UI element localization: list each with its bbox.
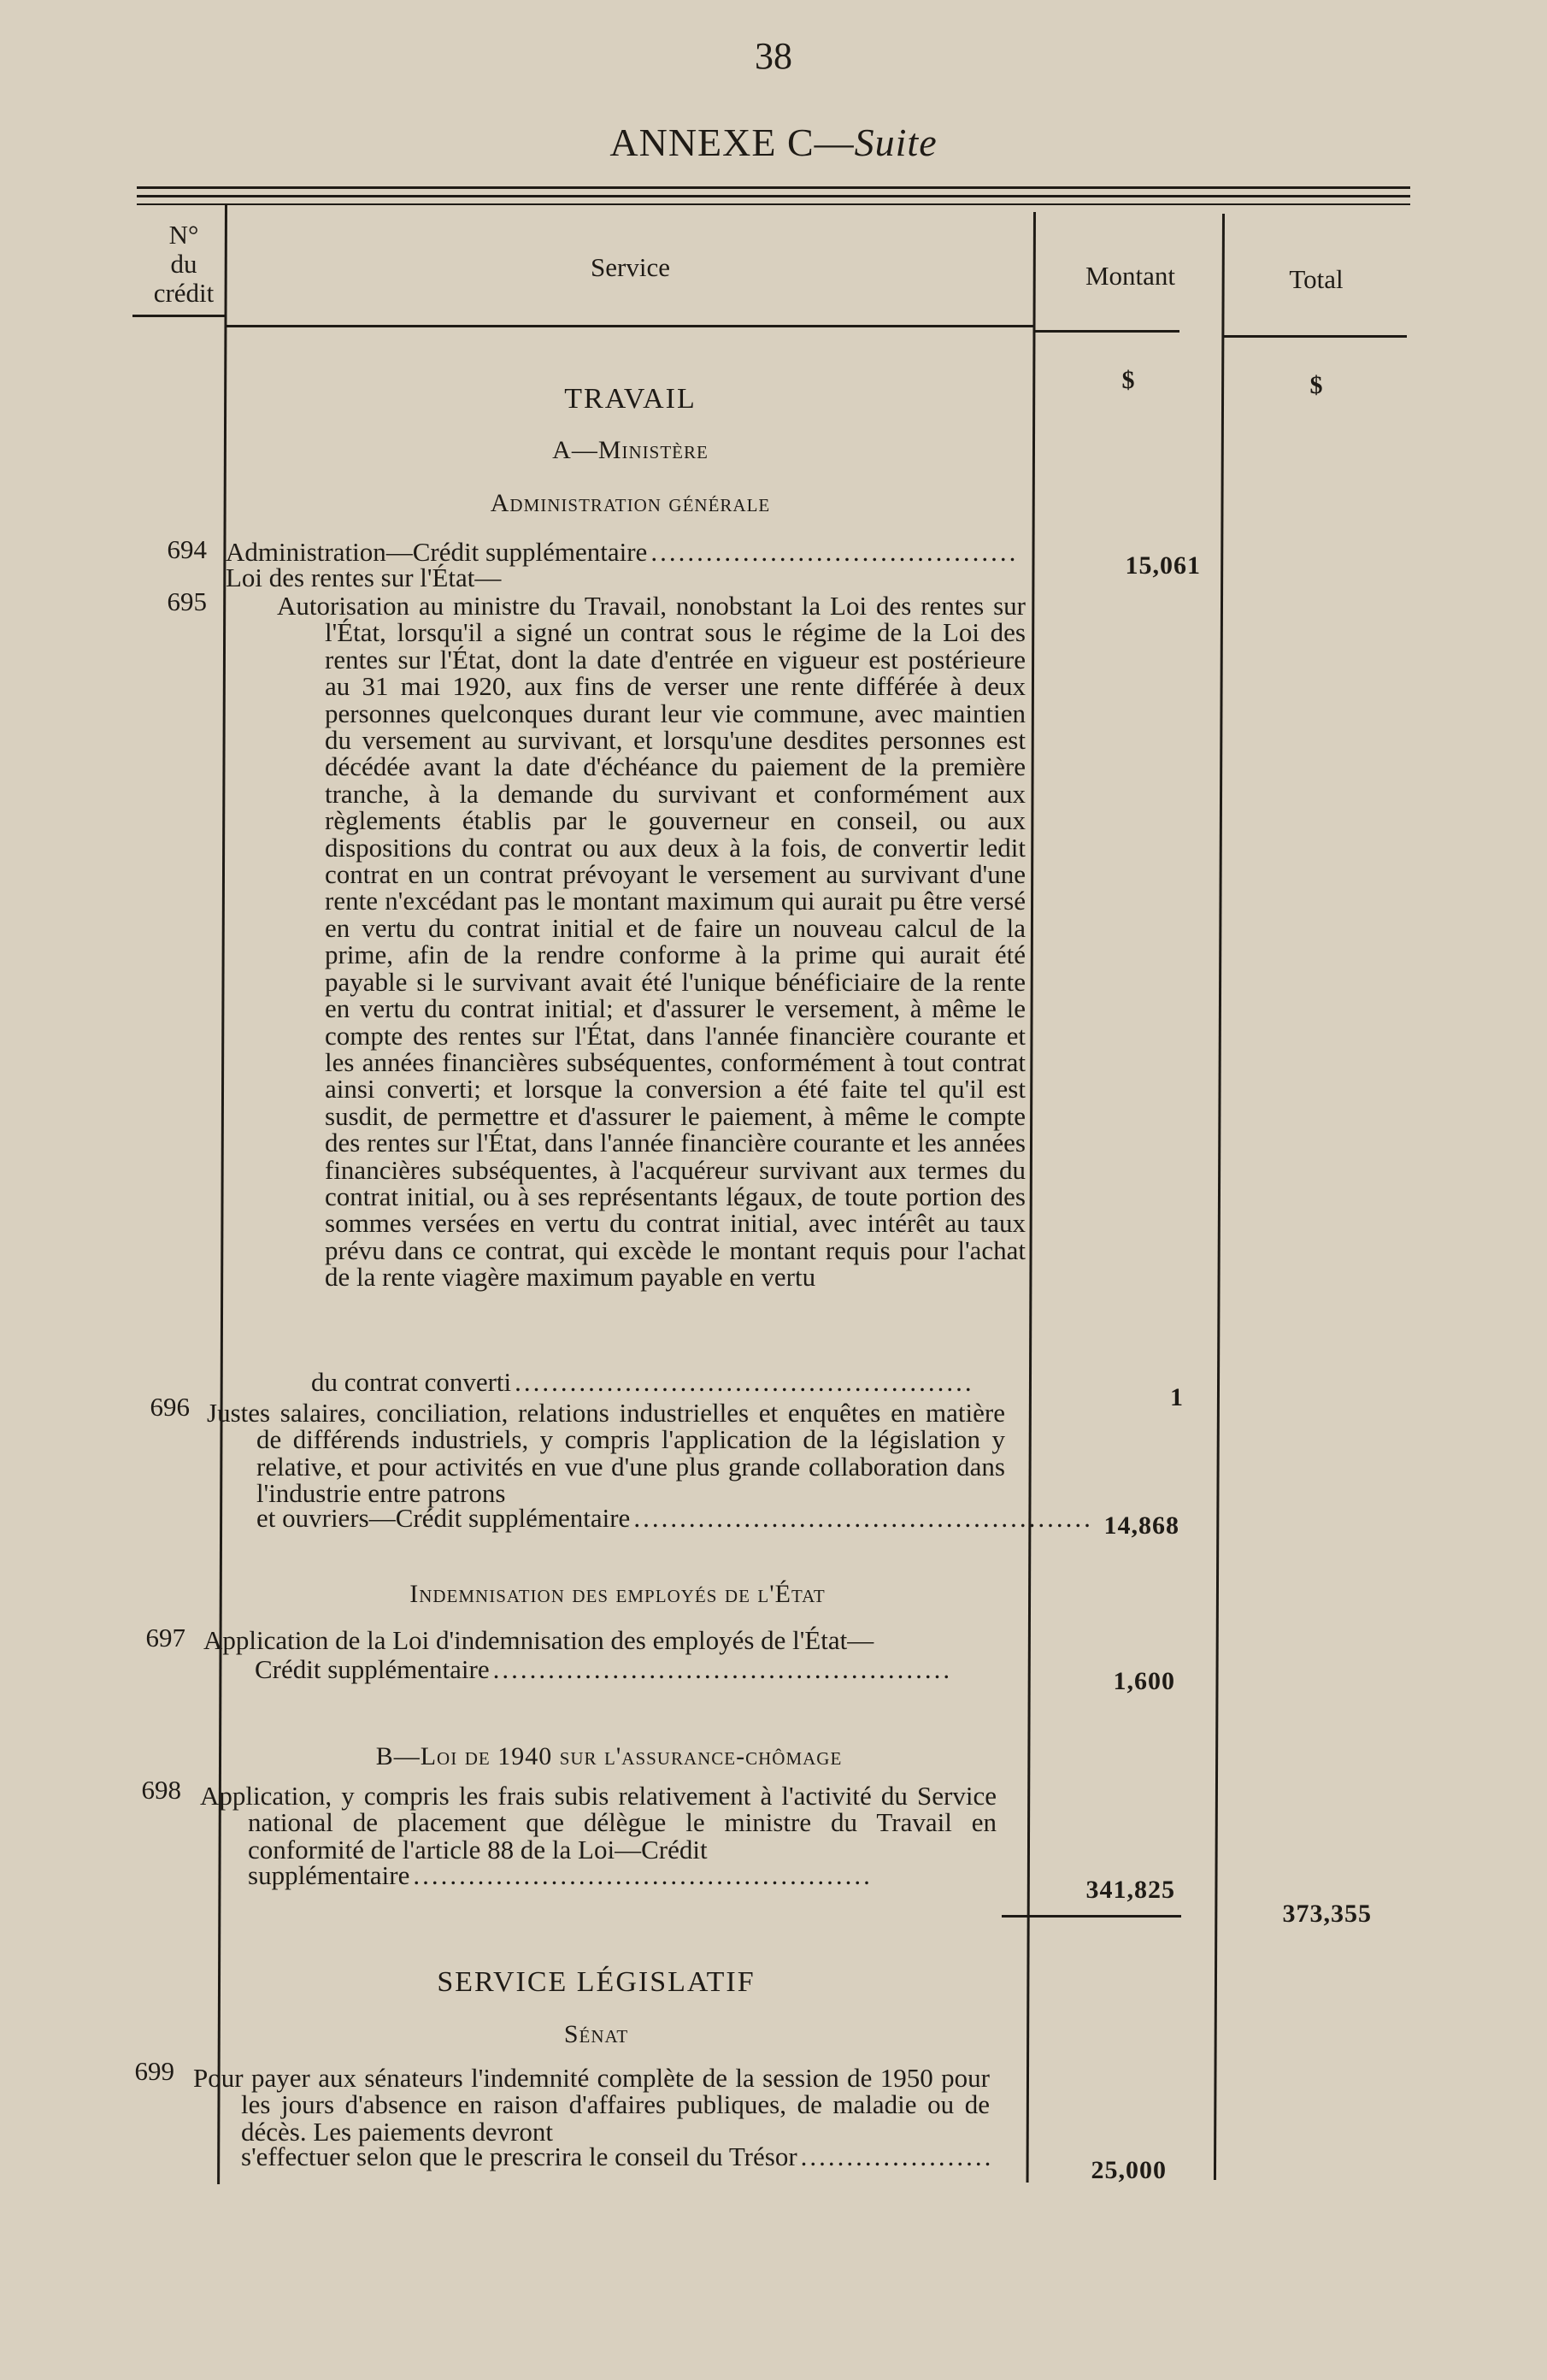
item-694-label: Administration—Crédit supplémentaire <box>226 537 648 567</box>
amount-699: 25,000 <box>1091 2156 1167 2184</box>
subtotal-rule <box>1002 1915 1181 1918</box>
credit-header <box>128 221 239 308</box>
page-number: 38 <box>755 35 792 77</box>
item-699-last-line <box>241 2141 994 2171</box>
annex-title <box>0 120 1547 165</box>
annex-title-suffix: Suite <box>854 121 938 164</box>
item-698-last: supplémentaire <box>248 1860 410 1890</box>
loi-rentes-heading: Loi des rentes sur l'État— <box>226 563 502 592</box>
credit-number-698: 698 <box>141 1775 181 1805</box>
item-697-text: Application de la Loi d'indemnisation des employés de l'État— <box>203 1625 874 1655</box>
item-695-last-line <box>311 1369 1003 1396</box>
item-696-last: et ouvriers—Crédit supplémentaire <box>256 1503 631 1533</box>
item-696-body: Justes salaires, conciliation, relations industrielles et enquêtes en matière de différends industriels, y compris l'application de la législation y relative, et pour activités en vue d'une plus grande collaboration dans l'industrie entre patrons <box>207 1398 1005 1509</box>
credit-number-697: 697 <box>145 1623 185 1652</box>
item-695-last: du contrat converti <box>311 1367 512 1397</box>
section-chomage: B—Loi de 1940 sur l'assurance-chômage <box>375 1742 843 1770</box>
credit-header-line2: du <box>170 249 197 279</box>
top-rule-1 <box>137 186 1410 189</box>
section-senat: Sénat <box>563 2020 629 2048</box>
leader-dots: ..................... <box>800 2141 994 2171</box>
item-698-last-line <box>248 1862 993 1889</box>
header-rule-service <box>226 325 1034 327</box>
section-ministere: A—Ministère <box>552 436 709 464</box>
section-travail: TRAVAIL <box>564 383 697 415</box>
annex-title-main: ANNEXE C— <box>609 121 855 164</box>
item-699-body: Pour payer aux sénateurs l'indemnité complète de la session de 1950 pour les jours d'absence en raison d'affaires publiques, de maladie ou de décès. Les paiements devront <box>193 2063 990 2147</box>
item-699-text <box>193 2063 990 2147</box>
leader-dots: .................................................. <box>515 1367 974 1397</box>
amount-698: 341,825 <box>1085 1876 1175 1904</box>
item-697-last: Crédit supplémentaire <box>255 1654 490 1684</box>
credit-header-line3: crédit <box>153 278 215 308</box>
credit-number-696: 696 <box>150 1392 190 1422</box>
amount-696: 14,868 <box>1103 1511 1179 1540</box>
header-rule-montant <box>1034 330 1179 333</box>
item-698-body: Application, y compris les frais subis relativement à l'activité du Service national de placement que délègue le ministre du Travail en conformité de l'article 88 de la Loi—Crédit <box>200 1781 997 1865</box>
service-header: Service <box>591 252 670 282</box>
amount-694: 15,061 <box>1125 551 1201 580</box>
top-rule-3 <box>137 203 1410 205</box>
total-travail: 373,355 <box>1282 1900 1372 1928</box>
leader-dots: .................................................. <box>492 1654 953 1684</box>
item-698-text <box>200 1781 997 1865</box>
item-695-text <box>277 591 1026 1293</box>
credit-number-699: 699 <box>134 2056 174 2086</box>
credit-number-695: 695 <box>167 586 207 616</box>
item-697-last-line <box>255 1656 1000 1683</box>
leader-dots: .................................................. <box>633 1503 1093 1533</box>
item-694-text <box>226 539 1021 566</box>
item-696-last-line <box>256 1503 1093 1533</box>
credit-header-line1: N° <box>168 220 199 250</box>
leader-dots: ........................................ <box>650 537 1019 567</box>
top-rule-2 <box>137 195 1410 197</box>
montant-header: Montant <box>1085 261 1176 291</box>
header-rule-credit <box>132 315 226 317</box>
item-695-body: Autorisation au ministre du Travail, nonobstant la Loi des rentes sur l'État, lorsqu'il a signé un contrat sous le régime de la Loi des rentes sur l'État, dont la date d'entrée en vigueur est postérieure au 31 mai 1920, aux fins de verser une rente différée à deux personnes quelconques durant leur vie commune, avec maintien du versement au survivant, et lorsqu'une desdites personnes est décédée avant la date d'échéance du paiement de la première tranche, à la demande du survivant et conformément aux règlements établis par le gouverneur en conseil, ou aux dispositions du contrat ou aux deux à la fois, de convertir ledit contrat en un contrat prévoyant le versement au survivant d'une rente n'excédant pas le montant maximum qui aurait pu être versé en vertu du contrat initial et de faire un nouveau calcul de la prime, afin de la rendre conforme à la prime qui aurait été payable si le survivant avait été l'unique bénéficiaire de la rente en vertu du contrat initial; et d'assurer le versement, à même le compte des rentes sur l'État, dans l'année financière courante et les années financières subséquentes, conformément à tout contrat ainsi converti; et lorsque la conversion a été faite tel qu'il est susdit, de permettre et d'assurer le paiement, à même le compte des rentes sur l'État, dans l'année financière courante et les années financières subséquentes, à l'acquéreur survivant aux termes du contrat initial, ou à ses représentants légaux, de toute portion des sommes versées en vertu du contrat initial, avec intérêt au taux prévu dans ce contrat, qui excède le montant requis pour l'achat de la rente viagère maximum payable en vertu <box>277 591 1026 1293</box>
item-699-last: s'effectuer selon que le prescrira le conseil du Trésor <box>241 2141 797 2171</box>
header-rule-total <box>1224 335 1407 338</box>
section-legislatif: SERVICE LÉGISLATIF <box>437 1966 756 1998</box>
total-currency: $ <box>1309 371 1323 399</box>
item-696-text <box>207 1398 1005 1509</box>
section-admin-generale: Administration générale <box>490 489 771 517</box>
total-header: Total <box>1289 264 1344 294</box>
section-indemnisation: Indemnisation des employés de l'État <box>409 1580 826 1608</box>
amount-697: 1,600 <box>1113 1667 1175 1695</box>
leader-dots: .................................................. <box>413 1860 873 1890</box>
montant-currency: $ <box>1121 366 1135 394</box>
column-rule-total <box>1214 214 1225 2180</box>
amount-695: 1 <box>1170 1383 1184 1411</box>
credit-number-694: 694 <box>167 534 207 564</box>
